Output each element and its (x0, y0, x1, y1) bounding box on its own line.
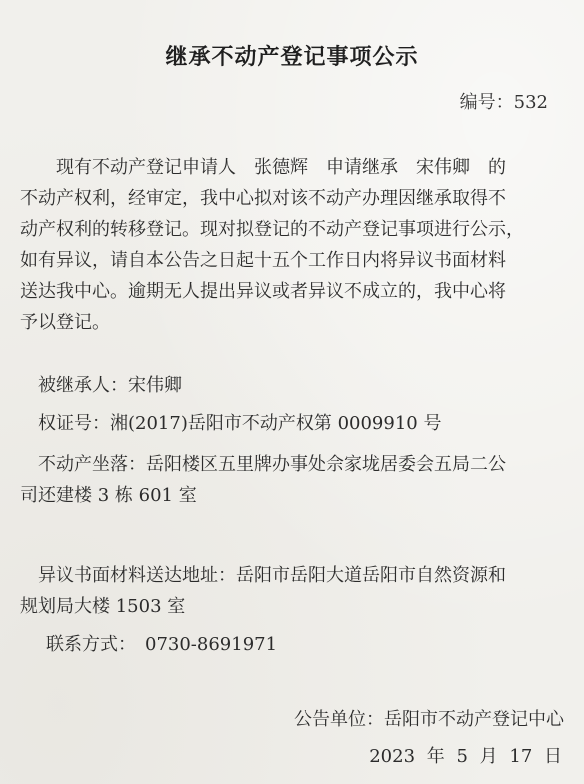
issue-date: 2023 年 5 月 17 日 (369, 746, 562, 767)
objection-address-field (20, 560, 576, 622)
document-title: 继承不动产登记事项公示 (165, 45, 419, 70)
paragraph-line: 送达我中心。逾期无人提出异议或者异议不成立的，我中心将 (20, 281, 506, 302)
paragraph-line: 予以登记。 (20, 312, 110, 333)
certificate-text: 权证号：湘(2017)岳阳市不动产权第 0009910 号 (38, 413, 442, 434)
paragraph-line: 动产权利的转移登记。现对拟登记的不动产登记事项进行公示， (20, 219, 524, 240)
paragraph-line: 现有不动产登记申请人 张德辉 申请继承 宋伟卿 的 (56, 157, 506, 178)
issuing-unit: 公告单位：岳阳市不动产登记中心 (294, 709, 564, 730)
location-line: 司还建楼 3 栋 601 室 (20, 485, 197, 506)
location-line: 不动产坐落：岳阳楼区五里牌办事处佘家垅居委会五局二公 (38, 454, 506, 475)
certificate-field (20, 408, 576, 439)
decedent-text: 被继承人：宋伟卿 (38, 375, 182, 396)
serial-number: 编号：532 (459, 92, 548, 113)
decedent-field (20, 370, 576, 401)
contact-field (20, 629, 576, 660)
objection-address-line: 异议书面材料送达地址：岳阳市岳阳大道岳阳市自然资源和 (38, 565, 506, 586)
paragraph-line: 不动产权利，经审定，我中心拟对该不动产办理因继承取得不 (20, 188, 506, 209)
notice-paragraph (20, 152, 580, 338)
paragraph-line: 如有异议，请自本公告之日起十五个工作日内将异议书面材料 (20, 250, 506, 271)
objection-address-line: 规划局大楼 1503 室 (20, 596, 186, 617)
contact-text: 联系方式： 0730-8691971 (46, 634, 278, 655)
location-field (20, 449, 576, 511)
